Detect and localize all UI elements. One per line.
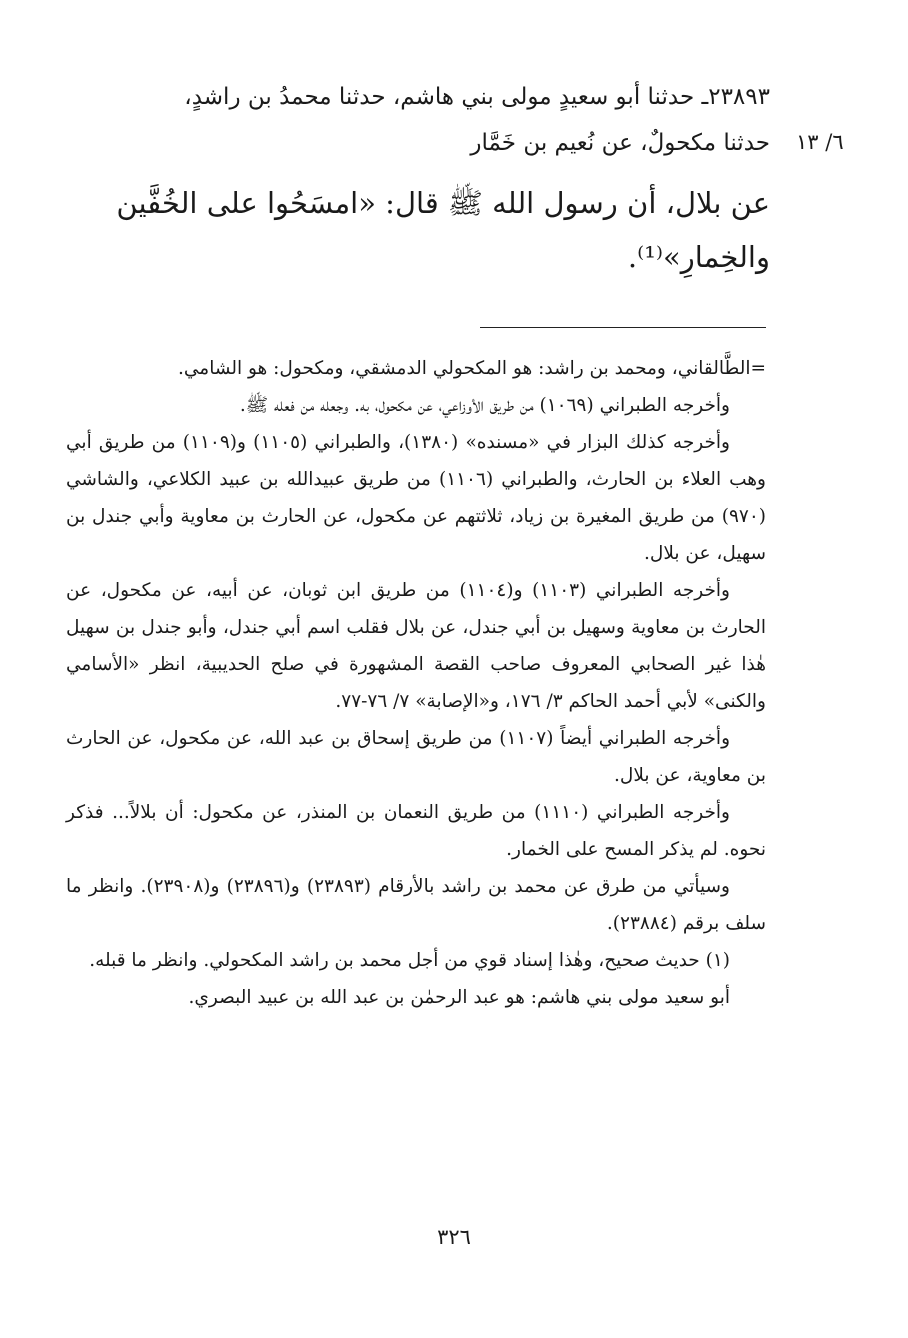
- footnote-paragraph: وأخرجه الطبراني (١١٠٣) و(١١٠٤) من طريق ابن ثوبان، عن أبيه، عن مكحول، عن الحارث بن معاوية وسهيل بن أبي جندل، عن بلال فقلب اسم أبي جندل، وأبو جندل بن سهيل هٰذا غير الصحابي المعروف صاحب القصة المشهورة في صلح الحديبية، انظر «الأسامي والكنى» لأبي أحمد الحاكم ٣/ ١٧٦، و«الإصابة» ٧/ ٧٦-٧٧.: [66, 580, 766, 712]
- hadith-line-1: ٢٣٨٩٣ـ حدثنا أبو سعيدٍ مولى بني هاشم، حدثنا محمدُ بن راشدٍ،: [184, 84, 770, 110]
- footnote-separator: [480, 327, 766, 328]
- footnote-paragraph: (١) حديث صحيح، وهٰذا إسناد قوي من أجل محمد بن راشد المكحولي. وانظر ما قبله.: [89, 950, 730, 971]
- hadith-quote-line-1: عن بلال، أن رسول الله ﷺ قال: «امسَحُوا على الخُفَّين: [116, 186, 770, 220]
- hadith-quote-line-2: والخِمارِ»⁽¹⁾.: [627, 240, 770, 274]
- footnote-paragraph: وأخرجه كذلك البزار في «مسنده» (١٣٨٠)، والطبراني (١١٠٥) و(١١٠٩) من طريق أبي وهب العلاء بن الحارث، والطبراني (١١٠٦) من طريق عبيدالله بن عبيد الكلاعي، والشاشي (٩٧٠) من طريق المغيرة بن زياد، ثلاثتهم عن مكحول، عن الحارث بن معاوية وأبي جندل بن سهيل، عن بلال.: [66, 432, 766, 564]
- footnote-paragraph: وأخرجه الطبراني أيضاً (١١٠٧) من طريق إسحاق بن عبد الله، عن مكحول، عن الحارث بن معاوية، عن بلال.: [66, 728, 766, 786]
- footnote-paragraph: أبو سعيد مولى بني هاشم: هو عبد الرحمٰن بن عبد الله بن عبيد البصري.: [188, 987, 730, 1008]
- footnote-paragraph: وأخرجه الطبراني (١١١٠) من طريق النعمان بن المنذر، عن مكحول: أن بلالاً... فذكر نحوه. لم يذكر المسح على الخمار.: [66, 802, 766, 860]
- page-number: ٣٢٦: [437, 1225, 471, 1249]
- footnote-paragraph: وأخرجه الطبراني (١٠٦٩) من طريق الأوزاعي، عن مكحول، به. وجعله من فعله ﷺ.: [239, 395, 730, 416]
- footnotes: [66, 350, 766, 1016]
- footnote-paragraph: وسيأتي من طرق عن محمد بن راشد بالأرقام (٢٣٨٩٣) و(٢٣٨٩٦) و(٢٣٩٠٨). وانظر ما سلف برقم (٢٣٨٨٤).: [66, 876, 766, 934]
- volume-page-reference: ٦/ ١٣: [796, 130, 844, 154]
- hadith-line-2: حدثنا مكحولٌ، عن نُعيم بن خَمَّار: [470, 130, 770, 156]
- footnote-paragraph: =الطَّالقاني، ومحمد بن راشد: هو المكحولي الدمشقي، ومكحول: هو الشامي.: [177, 358, 766, 379]
